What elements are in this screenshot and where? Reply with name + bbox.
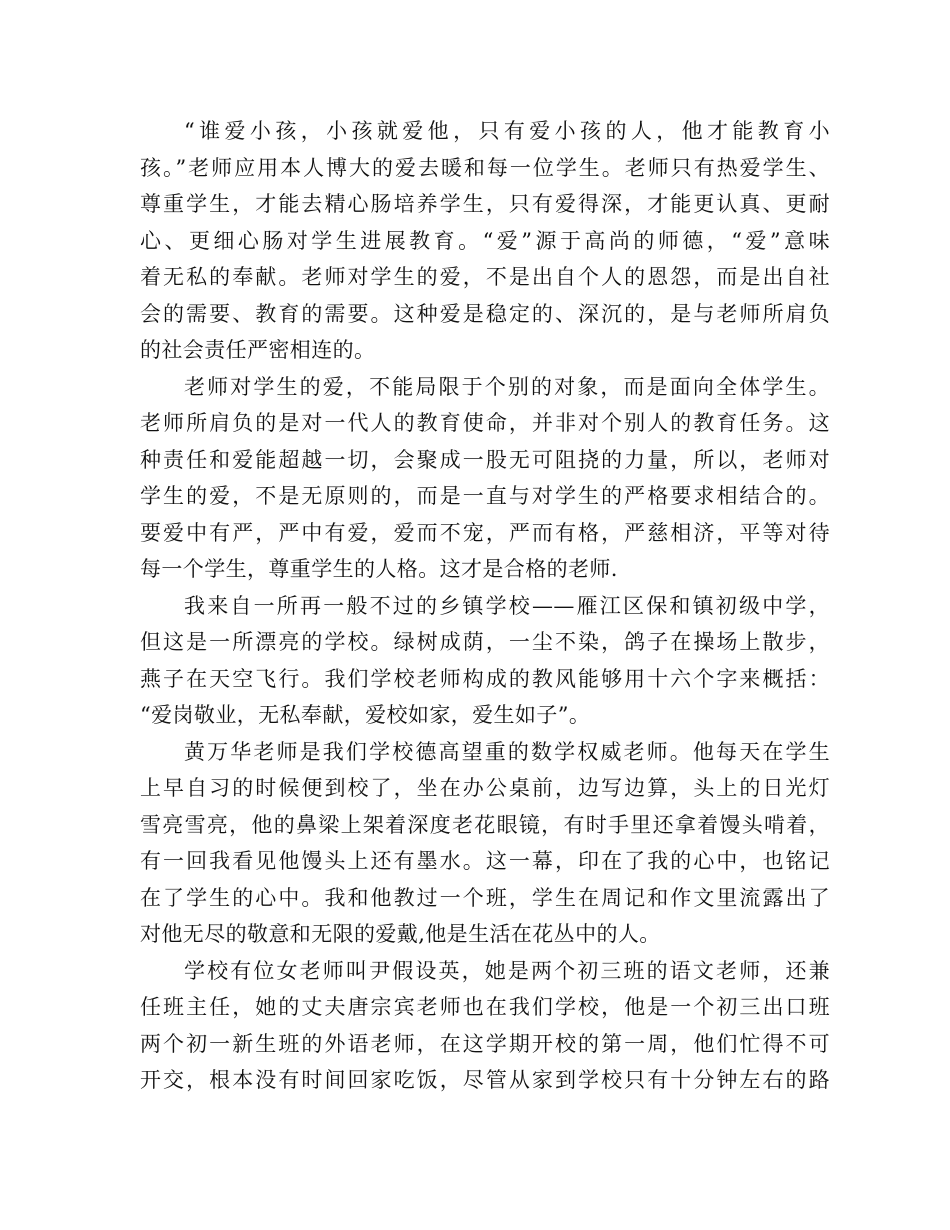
text-line: 燕子在天空飞行。我们学校老师构成的教风能够用十六个字来概括： xyxy=(140,666,830,691)
document-body xyxy=(140,113,830,1099)
text-line: 老师对学生的爱，不能局限于个别的对象，而是面向全体学生。 xyxy=(184,374,830,399)
text-line: “爱岗敬业，无私奉献，爱校如家，爱生如子”。 xyxy=(140,703,591,727)
text-line: 有一回我看见他馒头上还有墨水。这一幕，印在了我的心中，也铭记 xyxy=(140,849,830,873)
text-line: 着无私的奉献。老师对学生的爱，不是出自个人的恩怨，而是出自社 xyxy=(140,265,830,289)
text-line: 但这是一所漂亮的学校。绿树成荫，一尘不染，鸽子在操场上散步， xyxy=(140,630,830,654)
text-line: 上早自习的时候便到校了，坐在办公桌前，边写边算，头上的日光灯 xyxy=(140,776,830,800)
text-line: 每一个学生，尊重学生的人格。这才是合格的老师. xyxy=(140,557,618,581)
text-line: 开交，根本没有时间回家吃饭，尽管从家到学校只有十分钟左右的路 xyxy=(140,1068,830,1092)
text-line: 我来自一所再一般不过的乡镇学校——雁江区保和镇初级中学， xyxy=(184,593,830,618)
text-line: 在了学生的心中。我和他教过一个班，学生在周记和作文里流露出了 xyxy=(140,885,830,910)
paragraph xyxy=(140,369,830,588)
text-line: 孩。”老师应用本人博大的爱去暖和每一位学生。老师只有热爱学生、 xyxy=(140,155,830,180)
paragraph xyxy=(140,588,830,734)
paragraph xyxy=(140,113,830,369)
text-line: 两个初一新生班的外语老师，在这学期开校的第一周，他们忙得不可 xyxy=(140,1031,830,1056)
text-line: 尊重学生，才能去精心肠培养学生，只有爱得深，才能更认真、更耐 xyxy=(140,192,830,216)
text-line: 的社会责任严密相连的。 xyxy=(140,338,376,362)
text-line: 要爱中有严，严中有爱，爱而不宠，严而有格，严慈相济，平等对待 xyxy=(140,520,830,545)
text-line: 学校有位女老师叫尹假设英，她是两个初三班的语文老师，还兼 xyxy=(184,958,830,983)
text-line: 心、更细心肠对学生进展教育。“爱”源于高尚的师德，“爱”意味 xyxy=(140,228,830,253)
text-line: 老师所肩负的是对一代人的教育使命，并非对个别人的教育任务。这 xyxy=(140,411,830,435)
text-line: 任班主任，她的丈夫唐宗宾老师也在我们学校，他是一个初三出口班 xyxy=(140,995,830,1019)
text-line: 种责任和爱能超越一切，会聚成一股无可阻挠的力量，所以，老师对 xyxy=(140,447,830,472)
text-line: 黄万华老师是我们学校德高望重的数学权威老师。他每天在学生 xyxy=(184,739,830,764)
text-line: 学生的爱，不是无原则的，而是一直与对学生的严格要求相结合的。 xyxy=(140,484,830,508)
paragraph xyxy=(140,953,830,1099)
text-line: “谁爱小孩，小孩就爱他，只有爱小孩的人，他才能教育小 xyxy=(184,119,830,143)
text-line: 会的需要、教育的需要。这种爱是稳定的、深沉的，是与老师所肩负 xyxy=(140,301,830,326)
paragraph xyxy=(140,734,830,953)
text-line: 对他无尽的敬意和无限的爱戴,他是生活在花丛中的人。 xyxy=(140,922,661,946)
text-line: 雪亮雪亮，他的鼻梁上架着深度老花眼镜，有时手里还拿着馒头啃着， xyxy=(140,812,830,837)
